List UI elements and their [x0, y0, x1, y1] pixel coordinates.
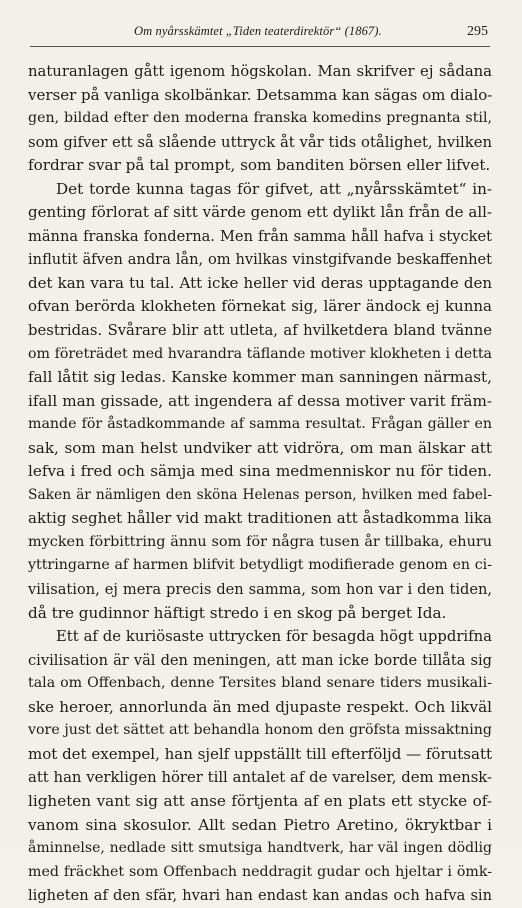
text-line: mycken förbittring ännu som för några tusen år tillbaka, ehuru — [28, 533, 492, 550]
text-line: influtit äfven andra lån, om hvilkas vinstgifvande beskaffenhet — [28, 251, 492, 269]
text-line: yttringarne af harmen blifvit betydligt modifierade genom en ci- — [28, 557, 492, 574]
text-line: vilisation, ej mera precis den samma, som hon var i den tiden, — [28, 581, 492, 599]
text-line: det kan vara tu tal. Att icke heller vid deras upptagande den — [28, 273, 492, 292]
text-line: fordrar svar på tal prompt, som banditen börsen eller lifvet. — [28, 156, 491, 175]
text-line: bestridas. Svårare blir att utleta, af hvilketdera bland tvänne — [28, 322, 492, 340]
text-line: Det torde kunna tagas för gifvet, att „nyårsskämtet“ in- — [56, 179, 492, 198]
page-header — [30, 24, 490, 44]
text-line: vore just det sättet att behandla honom den gröfsta missaktning — [28, 722, 492, 739]
text-line: Saken är nämligen den sköna Helenas person, hvilken med fabel- — [28, 486, 492, 503]
body-text — [28, 60, 492, 908]
text-line: att han verkligen hörer till antalet af de varelser, dem mensk- — [28, 769, 492, 787]
running-head: Om nyårsskämtet „Tiden teaterdirektör“ (1867). — [134, 24, 382, 38]
text-line: vanom sina skosulor. Allt sedan Pietro Aretino, ökryktbar i — [28, 815, 492, 834]
text-line: verser på vanliga skolbänkar. Detsamma kan sägas om dialo- — [28, 85, 493, 104]
text-line: gen, bildad efter den moderna franska komedins pregnanta stil, — [28, 110, 492, 127]
text-line: ske heroer, annorlunda än med djupaste respekt. Och likväl — [28, 697, 492, 716]
text-line: Ett af de kuriösaste uttrycken för besagda högt uppdrifna — [56, 628, 492, 646]
text-line: då tre gudinnor häftigt stredo i en skog på berget Ida. — [28, 603, 447, 622]
text-line: som gifver ett så slående uttryck åt vår tids otålighet, hvilken — [28, 133, 492, 151]
text-line: mande för åstadkommande af samma resultat. Frågan gäller en — [28, 416, 492, 433]
text-line: ligheten af den sfär, hvari han endast kan andas och hafva sin — [28, 887, 492, 905]
text-line: ofvan berörda klokheten förnekat sig, lärer ändock ej kunna — [28, 297, 492, 316]
text-line: sak, som man helst undviker att vidröra, om man älskar att — [28, 438, 492, 457]
text-line: lefva i fred och sämja med sina medmenniskor nu för tiden. — [28, 462, 492, 481]
text-line: åminnelse, nedlade sitt smutsiga handtverk, har väl ingen dödlig — [28, 840, 492, 857]
text-line: tala om Offenbach, denne Tersites bland senare tiders musikali- — [28, 675, 492, 692]
text-line: männa franska fonderna. Men från samma håll hafva i stycket — [28, 227, 492, 245]
header-rule — [30, 46, 490, 47]
text-line: genting förlorat af sitt värde genom ett dylikt lån från de all- — [28, 203, 492, 222]
text-line: ligheten vant sig att anse förtjenta af en plats ett stycke of- — [28, 791, 492, 810]
text-line: fall låtit sig ledas. Kanske kommer man sanningen närmast, — [28, 368, 492, 387]
text-line: naturanlagen gått igenom högskolan. Man skrifver ej sådana — [28, 63, 492, 80]
text-line: ifall man gissade, att ingendera af dessa motiver varit främ- — [28, 391, 492, 410]
text-line: aktig seghet håller vid makt traditionen att åstadkomma lika — [28, 509, 492, 528]
text-line: mot det exempel, han sjelf uppställt till efterföljd — förutsatt — [28, 744, 492, 763]
text-line: med fräckhet som Offenbach neddragit gudar och hjeltar i ömk- — [28, 863, 492, 880]
text-line: civilisation är väl den meningen, att man icke borde tillåta sig — [28, 651, 492, 669]
page-number: 295 — [467, 24, 488, 39]
text-line: om företrädet med hvarandra täflande motiver klokheten i detta — [28, 345, 492, 362]
